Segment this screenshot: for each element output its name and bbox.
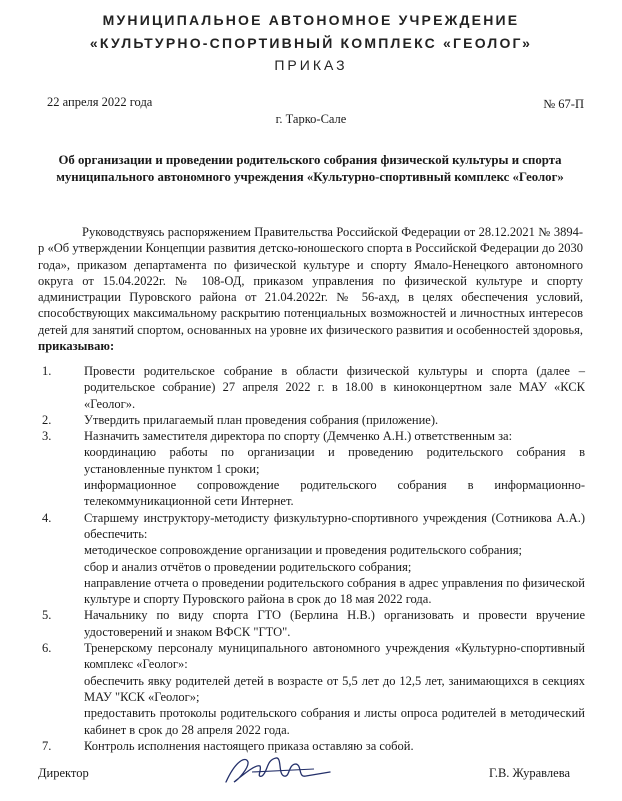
order-item-text: Утвердить прилагаемый план проведения собрания (приложение). xyxy=(84,412,439,427)
order-item-number: 3. xyxy=(42,429,52,444)
order-item-number: 4. xyxy=(42,510,52,525)
order-item-text: предоставить протоколы родительского собрания и листы опроса родителей в методический кабинет в срок до 28 апреля 2022 года. xyxy=(84,706,585,737)
order-item-text: Старшему инструктору-методисту физкультурно-спортивного учреждения (Сотникова А.А.) обеспечить: xyxy=(84,510,585,541)
signer-position: Директор xyxy=(38,766,89,780)
order-item-number: 7. xyxy=(42,738,52,753)
order-item-number: 6. xyxy=(42,641,52,656)
handwritten-signature xyxy=(222,752,337,790)
order-place: г. Тарко-Сале xyxy=(275,112,347,126)
order-item-text: Начальнику по виду спорта ГТО (Берлина Н.В.) организовать и провести вручение удостоверений и знаком ВФСК "ГТО". xyxy=(84,608,585,639)
order-item xyxy=(40,640,585,738)
org-name-line2: «КУЛЬТУРНО-СПОРТИВНЫЙ КОМПЛЕКС «ГЕОЛОГ» xyxy=(89,35,533,51)
order-item-text: Назначить заместителя директора по спорту (Демченко А.Н.) ответственным за: xyxy=(84,429,513,444)
order-item-text: координацию работы по организации и проведению родительского собрания в установленные пунктом 1 сроки; xyxy=(84,445,585,476)
order-item-text: Контроль исполнения настоящего приказа оставляю за собой. xyxy=(84,738,414,753)
order-item-text: методическое сопровождение организации и проведения родительского собрания; xyxy=(84,543,522,558)
preamble-text: Руководствуясь распоряжением Правительства Российской Федерации от 28.12.2021 № 3894-р «Об утверждении Концепции развития детско-юношеского спорта в Российской Федерации до 2030 года», приказом департамента по физической культуре и спорту Ямало-Ненецкого автономного округа от 15.04.2022г. № 108-ОД, приказом управления по физической культуре и спорту администрации Пуровского района от 21.04.2022г. № 56-ахд, в целях обеспечения условий, способствующих максимальному раскрытию потенциальных возможностей и личностных интересов детей для занятий спортом, основанных на уровне их физического развития и особенностей здоровья, xyxy=(38,225,583,337)
order-item-text: информационное сопровождение родительского собрания в информационно-телекоммуникационной сети Интернет. xyxy=(84,478,585,509)
order-item xyxy=(40,363,585,412)
order-item-text: направление отчета о проведении родительского собрания в адрес управления по физической культуре и спорту Пуровского района в срок до 18 мая 2022 года. xyxy=(84,575,585,607)
order-item-text: обеспечить явку родителей детей в возрасте от 5,5 лет до 12,5 лет, занимающихся в секциях МАУ "КСК «Геолог»; xyxy=(84,673,585,704)
order-item xyxy=(40,510,585,608)
document-type: ПРИКАЗ xyxy=(274,57,348,73)
order-item-number: 2. xyxy=(42,412,52,427)
document-title xyxy=(30,152,590,186)
order-item-text: Тренерскому персоналу муниципального автономного учреждения «Культурно-спортивный комплекс «Геолог»: xyxy=(84,641,585,672)
order-item xyxy=(40,412,585,428)
order-item xyxy=(40,428,585,509)
title-line2: муниципального автономного учреждения «Культурно-спортивный комплекс «Геолог» xyxy=(56,170,564,184)
preamble xyxy=(38,224,583,354)
signer-name: Г.В. Журавлева xyxy=(489,766,570,780)
preamble-command: приказываю: xyxy=(38,339,115,354)
org-name-line1: МУНИЦИПАЛЬНОЕ АВТОНОМНОЕ УЧРЕЖДЕНИЕ xyxy=(102,12,520,28)
order-date: 22 апреля 2022 года xyxy=(47,95,153,109)
title-line1: Об организации и проведении родительского собрания физической культуры и спорта xyxy=(58,153,562,167)
order-item xyxy=(40,607,585,640)
order-item-text: Провести родительское собрание в области физической культуры и спорта (далее – родительское собрание) 27 апреля 2022 г. в 18.00 в киноконцертном зале МАУ «КСК «Геолог». xyxy=(84,364,585,411)
order-item-number: 1. xyxy=(42,364,52,378)
order-number: № 67-П xyxy=(543,97,584,111)
order-item-text: сбор и анализ отчётов о проведении родительского собрания; xyxy=(84,559,412,574)
order-item-number: 5. xyxy=(42,608,52,623)
order-items xyxy=(40,363,585,754)
